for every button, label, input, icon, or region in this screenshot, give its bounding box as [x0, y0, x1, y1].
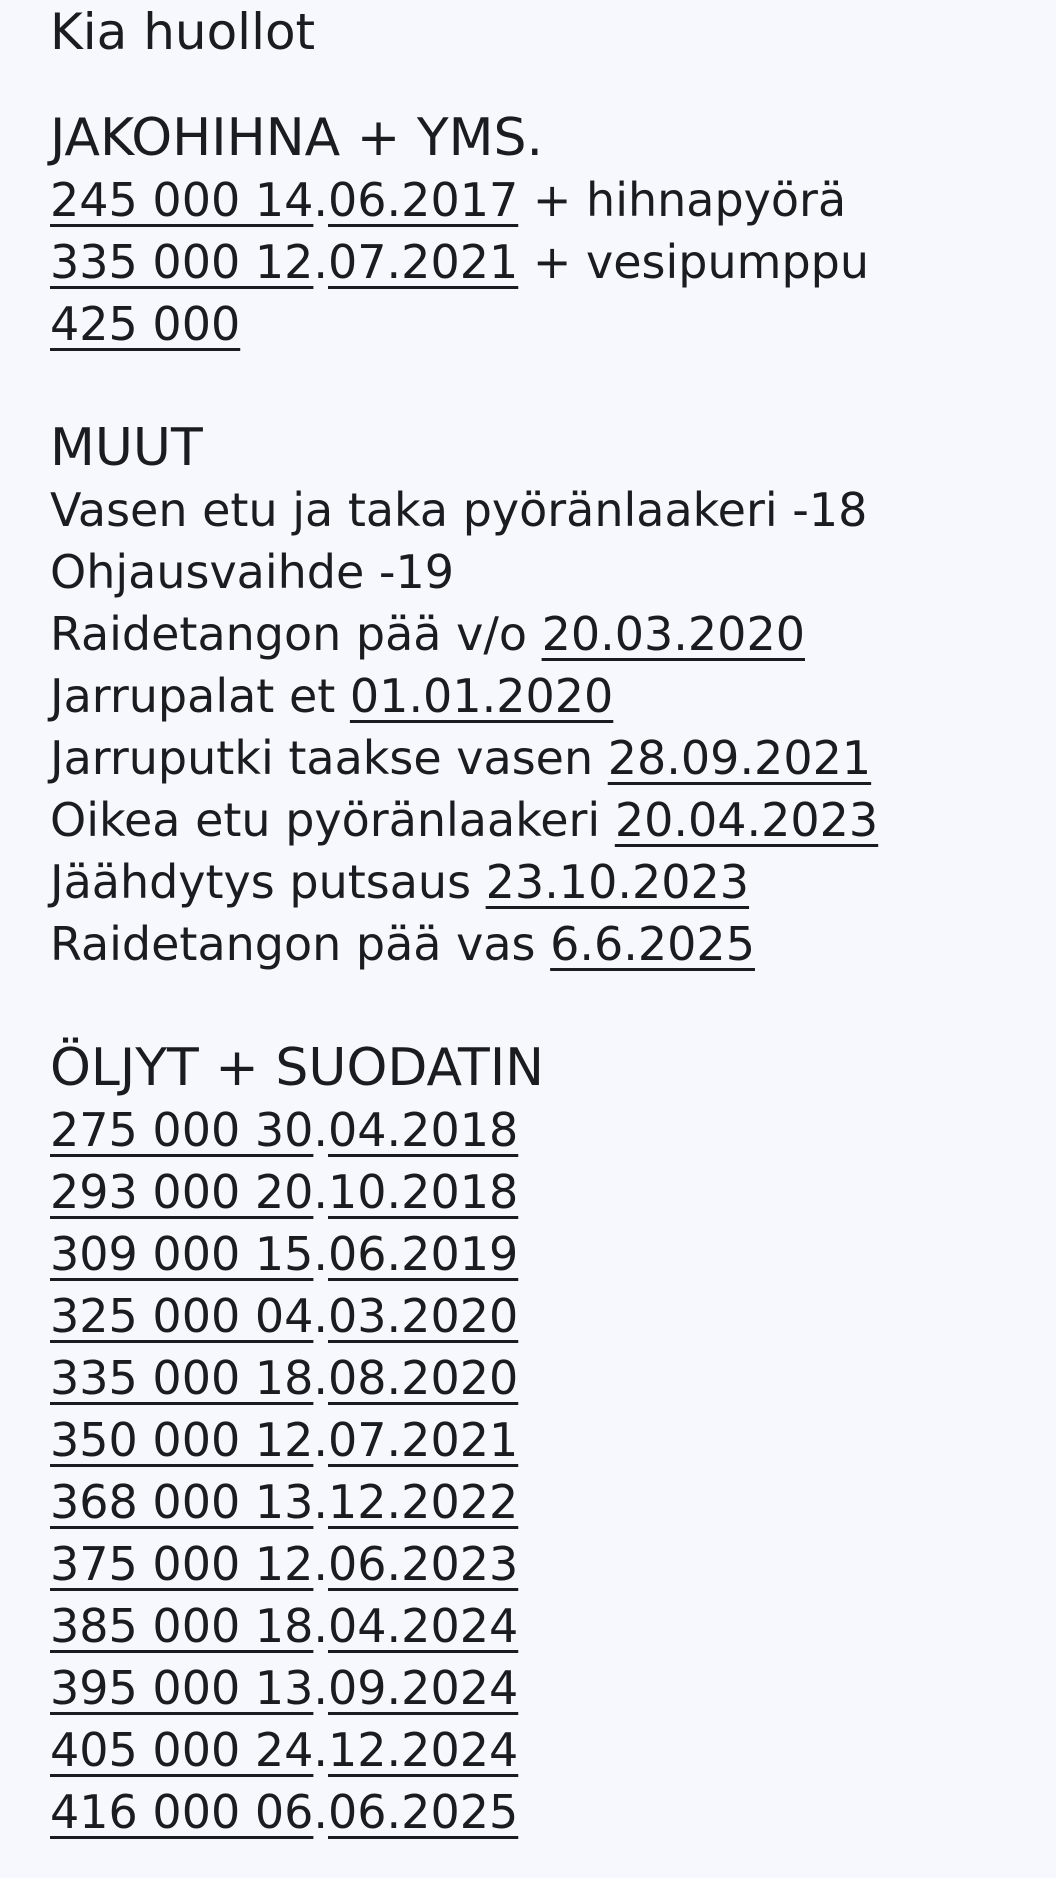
oil-entry[interactable] — [50, 1471, 1040, 1533]
other-entry[interactable] — [50, 541, 1040, 603]
km-date-link[interactable]: 385 000 18 — [50, 1599, 314, 1653]
date-link[interactable]: 07.2021 — [328, 235, 519, 289]
dot-separator: . — [313, 1227, 329, 1281]
entry-text: Raidetangon pää vas — [50, 917, 551, 971]
km-date-link[interactable]: 335 000 18 — [50, 1351, 314, 1405]
entry-text: Jarruputki taakse vasen — [50, 731, 608, 785]
spacer — [50, 355, 1040, 417]
km-date-link[interactable]: 368 000 13 — [50, 1475, 314, 1529]
km-date-link[interactable]: 275 000 30 — [50, 1103, 314, 1157]
date-link[interactable]: 07.2021 — [328, 1413, 519, 1467]
oil-entry[interactable] — [50, 1409, 1040, 1471]
other-entry[interactable] — [50, 913, 1040, 975]
entry-text: Jäähdytys putsaus — [50, 855, 486, 909]
date-link[interactable]: 03.2020 — [328, 1289, 519, 1343]
dot-separator: . — [313, 1165, 329, 1219]
date-link[interactable]: 01.01.2020 — [349, 669, 614, 723]
km-date-link[interactable]: 335 000 12 — [50, 235, 314, 289]
km-date-link[interactable]: 325 000 04 — [50, 1289, 314, 1343]
dot-separator: . — [313, 235, 329, 289]
section-heading-other: MUUT — [50, 418, 203, 478]
dot-separator: . — [313, 173, 329, 227]
other-entry[interactable] — [50, 603, 1040, 665]
date-link[interactable]: 20.03.2020 — [541, 607, 805, 661]
km-date-link[interactable]: 416 000 06 — [50, 1785, 314, 1839]
date-link[interactable]: 08.2020 — [328, 1351, 519, 1405]
km-date-link[interactable]: 405 000 24 — [50, 1723, 314, 1777]
date-link[interactable]: 04.2024 — [328, 1599, 519, 1653]
oil-entry[interactable] — [50, 1533, 1040, 1595]
timing-belt-entry[interactable] — [50, 293, 1040, 355]
oil-entry[interactable] — [50, 1161, 1040, 1223]
section-heading-oil: ÖLJYT + SUODATIN — [50, 1038, 545, 1098]
oil-entry[interactable] — [50, 1595, 1040, 1657]
timing-belt-entry[interactable] — [50, 169, 1040, 231]
note-title[interactable]: Kia huollot — [50, 3, 316, 61]
note-body[interactable] — [50, 0, 1040, 1843]
other-entry[interactable] — [50, 851, 1040, 913]
dot-separator: . — [313, 1723, 329, 1777]
entry-note: + hihnapyörä — [518, 173, 847, 227]
date-link[interactable]: 04.2018 — [328, 1103, 519, 1157]
date-link[interactable]: 06.2025 — [328, 1785, 519, 1839]
entry-text: Jarrupalat et — [50, 669, 350, 723]
spacer — [50, 63, 1040, 107]
dot-separator: . — [313, 1599, 329, 1653]
dot-separator: . — [313, 1661, 329, 1715]
date-link[interactable]: 06.2017 — [328, 173, 519, 227]
date-link[interactable]: 12.2022 — [328, 1475, 519, 1529]
km-link[interactable]: 425 000 — [50, 297, 241, 351]
oil-entry[interactable] — [50, 1223, 1040, 1285]
other-entry[interactable] — [50, 727, 1040, 789]
oil-entry[interactable] — [50, 1781, 1040, 1843]
dot-separator: . — [313, 1289, 329, 1343]
km-date-link[interactable]: 309 000 15 — [50, 1227, 314, 1281]
km-date-link[interactable]: 395 000 13 — [50, 1661, 314, 1715]
dot-separator: . — [313, 1351, 329, 1405]
other-entry[interactable] — [50, 789, 1040, 851]
dot-separator: . — [313, 1413, 329, 1467]
entry-text: Oikea etu pyöränlaakeri — [50, 793, 615, 847]
oil-entry[interactable] — [50, 1719, 1040, 1781]
dot-separator: . — [313, 1537, 329, 1591]
entry-text: Ohjausvaihde -19 — [50, 545, 455, 599]
date-link[interactable]: 06.2023 — [328, 1537, 519, 1591]
dot-separator: . — [313, 1475, 329, 1529]
timing-belt-entry[interactable] — [50, 231, 1040, 293]
date-link[interactable]: 6.6.2025 — [550, 917, 755, 971]
km-date-link[interactable]: 350 000 12 — [50, 1413, 314, 1467]
entry-text: Raidetangon pää v/o — [50, 607, 542, 661]
dot-separator: . — [313, 1103, 329, 1157]
spacer — [50, 975, 1040, 1037]
km-date-link[interactable]: 245 000 14 — [50, 173, 314, 227]
date-link[interactable]: 12.2024 — [328, 1723, 519, 1777]
date-link[interactable]: 20.04.2023 — [614, 793, 879, 847]
km-date-link[interactable]: 375 000 12 — [50, 1537, 314, 1591]
date-link[interactable]: 09.2024 — [328, 1661, 519, 1715]
oil-entry[interactable] — [50, 1347, 1040, 1409]
other-entry[interactable] — [50, 665, 1040, 727]
entry-note: + vesipumppu — [518, 235, 870, 289]
oil-entry[interactable] — [50, 1657, 1040, 1719]
date-link[interactable]: 23.10.2023 — [485, 855, 750, 909]
date-link[interactable]: 06.2019 — [328, 1227, 519, 1281]
other-entry[interactable] — [50, 479, 1040, 541]
dot-separator: . — [313, 1785, 329, 1839]
section-heading-timing-belt: JAKOHIHNA + YMS. — [50, 108, 543, 168]
date-link[interactable]: 28.09.2021 — [607, 731, 872, 785]
oil-entry[interactable] — [50, 1099, 1040, 1161]
date-link[interactable]: 10.2018 — [328, 1165, 519, 1219]
oil-entry[interactable] — [50, 1285, 1040, 1347]
km-date-link[interactable]: 293 000 20 — [50, 1165, 314, 1219]
entry-text: Vasen etu ja taka pyöränlaakeri -18 — [50, 483, 868, 537]
